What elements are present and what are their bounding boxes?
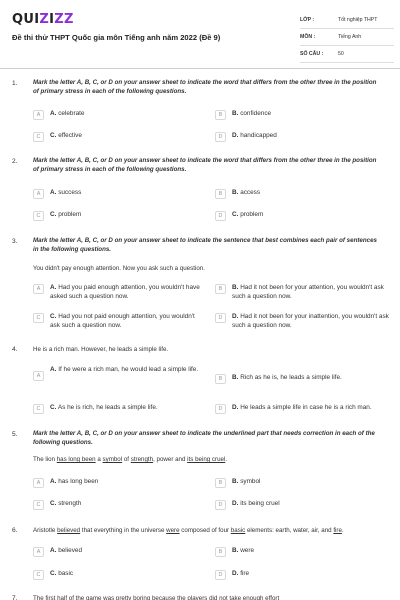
- option-letter-badge: B: [215, 284, 226, 294]
- option-d[interactable]: D D. Had it not been for your inattention, you wouldn't ask such a question now.: [215, 313, 391, 330]
- option-d[interactable]: D D. He leads a simple life in case he is a rich man.: [215, 404, 391, 414]
- meta-row-subject: [300, 29, 394, 46]
- option-letter-badge: C: [33, 211, 44, 221]
- option-letter-badge: C: [33, 570, 44, 580]
- option-a[interactable]: A A. If he were a rich man, he would lead a simple life.: [33, 366, 205, 381]
- meta-value: Tiếng Anh: [338, 34, 362, 40]
- option-a[interactable]: A A. success: [33, 189, 205, 199]
- meta-label: MÔN :: [300, 34, 316, 40]
- option-letter-badge: B: [215, 189, 226, 199]
- meta-row-count: [300, 46, 394, 63]
- option-b[interactable]: B B. access: [215, 189, 391, 199]
- option-d[interactable]: D D. handicapped: [215, 132, 391, 142]
- question-instruction: Mark the letter A, B, C, or D on your answer sheet to indicate the word that differs from the other three in the position of primary stress in each of the following questions.: [33, 79, 377, 95]
- option-b[interactable]: B B. confidence: [215, 110, 391, 120]
- question-number: 7.: [12, 595, 18, 600]
- option-letter-badge: A: [33, 284, 44, 294]
- option-letter-badge: D: [215, 211, 226, 221]
- meta-info-table: [300, 12, 394, 63]
- option-letter-badge: B: [215, 547, 226, 557]
- option-c[interactable]: C C. basic: [33, 570, 205, 580]
- option-d[interactable]: D D. fire: [215, 570, 391, 580]
- question-sentence: You didn't pay enough attention. Now you ask such a question.: [33, 265, 205, 272]
- question-number: 4.: [12, 346, 18, 353]
- underlined-part-b: symbol: [102, 456, 123, 463]
- option-a[interactable]: A A. believed: [33, 547, 205, 557]
- option-letter-badge: D: [215, 313, 226, 323]
- option-letter-badge: A: [33, 547, 44, 557]
- meta-label: LỚP :: [300, 17, 315, 23]
- option-letter-badge: A: [33, 478, 44, 488]
- option-letter-badge: C: [33, 132, 44, 142]
- option-letter-badge: A: [33, 110, 44, 120]
- underlined-part-b: were: [166, 527, 180, 534]
- option-letter-badge: B: [215, 374, 226, 384]
- option-c[interactable]: C C. Had you not paid enough attention, you wouldn't ask such a question now.: [33, 313, 205, 330]
- question-instruction: Mark the letter A, B, C, or D on your answer sheet to indicate the underlined part that needs correction in each of the following questions.: [33, 430, 375, 446]
- option-letter-badge: D: [215, 500, 226, 510]
- option-a[interactable]: A A. celebrate: [33, 110, 205, 120]
- option-letter-badge: C: [33, 404, 44, 414]
- question-number: 1.: [12, 80, 18, 87]
- question-instruction: Mark the letter A, B, C, or D on your answer sheet to indicate the word that differs from the other three in the position of primary stress in each of the following questions.: [33, 157, 377, 173]
- question-sentence: Aristotle believed that everything in the universe were composed of four basic elements: earth, water, air, and fire.: [33, 527, 344, 534]
- meta-label: SỐ CÂU :: [300, 51, 324, 57]
- option-letter-badge: B: [215, 110, 226, 120]
- meta-value: 50: [338, 51, 344, 57]
- option-a[interactable]: A A. has long been: [33, 478, 205, 488]
- question-number: 6.: [12, 527, 18, 534]
- underlined-part-a: has long been: [56, 456, 96, 463]
- option-c[interactable]: C C. strength: [33, 500, 205, 510]
- underlined-part-d: fire: [333, 527, 342, 534]
- question-instruction: Mark the letter A, B, C, or D on your answer sheet to indicate the sentence that best combines each pair of sentences in the following questions.: [33, 237, 377, 253]
- question-number: 3.: [12, 238, 18, 245]
- question-number: 5.: [12, 431, 18, 438]
- option-letter-badge: A: [33, 189, 44, 199]
- underlined-part-a: believed: [57, 527, 81, 534]
- option-c[interactable]: C C. problem: [33, 211, 205, 221]
- option-c[interactable]: C C. effective: [33, 132, 205, 142]
- option-b[interactable]: B B. Rich as he is, he leads a simple life.: [215, 374, 391, 384]
- question-sentence: He is a rich man. However, he leads a simple life.: [33, 346, 169, 353]
- option-letter-badge: D: [215, 570, 226, 580]
- option-letter-badge: A: [33, 371, 44, 381]
- quizizz-logo: QUIZIZZ: [12, 12, 74, 27]
- question-sentence: The lion has long been a symbol of strength, power and its being cruel.: [33, 456, 228, 463]
- question-number: 2.: [12, 158, 18, 165]
- underlined-part-d: its being cruel: [187, 456, 226, 463]
- option-d[interactable]: D D. its being cruel: [215, 500, 391, 510]
- option-c[interactable]: C C. As he is rich, he leads a simple life.: [33, 404, 205, 414]
- option-d[interactable]: D C. problem: [215, 211, 391, 221]
- option-b[interactable]: B B. Had it not been for your attention, you wouldn't ask such a question now.: [215, 284, 391, 301]
- question-sentence: The first half of the game was pretty boring because the players did not take enough effort: [33, 595, 280, 600]
- page-header: [0, 0, 400, 66]
- option-b[interactable]: B B. were: [215, 547, 391, 557]
- document-title: Đề thi thử THPT Quốc gia môn Tiếng anh năm 2022 (Đề 9): [12, 33, 221, 42]
- option-letter-badge: B: [215, 478, 226, 488]
- option-b[interactable]: B B. symbol: [215, 478, 391, 488]
- meta-value: Tốt nghiệp THPT: [338, 17, 378, 23]
- option-letter-badge: C: [33, 500, 44, 510]
- underlined-part-c: strength: [130, 456, 154, 463]
- option-letter-badge: D: [215, 132, 226, 142]
- option-letter-badge: D: [215, 404, 226, 414]
- underlined-part-c: basic: [230, 527, 246, 534]
- header-divider: [0, 68, 400, 69]
- option-letter-badge: C: [33, 313, 44, 323]
- meta-row-class: [300, 12, 394, 29]
- option-a[interactable]: A A. Had you paid enough attention, you wouldn't have asked such a question now.: [33, 284, 205, 301]
